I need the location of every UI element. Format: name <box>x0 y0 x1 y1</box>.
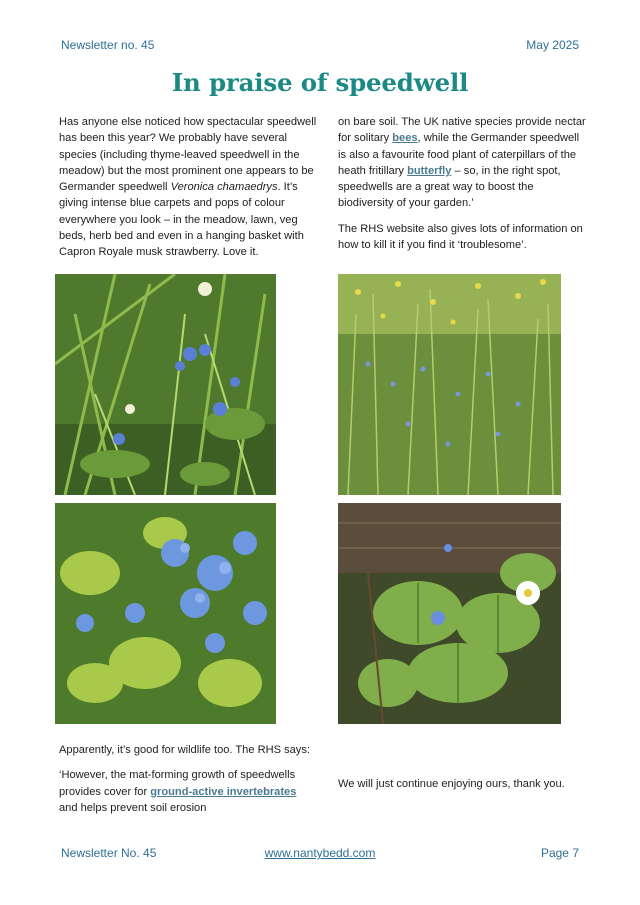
bottom-left-text <box>59 742 317 825</box>
butterfly-link[interactable]: butterfly <box>407 164 452 177</box>
rhs-paragraph: The RHS website also gives lots of information on how to kill it if you find it ‘troublesome’. <box>338 222 583 252</box>
rhs-quote: ‘However, the mat-forming growth of speedwells provides cover for ground-active invertebrates and helps prevent soil erosion <box>59 769 297 814</box>
article-title: In praise of speedwell <box>171 68 469 97</box>
species-name: Veronica chamaedrys <box>170 181 278 194</box>
closing-remark: We will just continue enjoying ours, thank you. <box>338 778 565 790</box>
ground-active-invertebrates-link[interactable]: ground-active invertebrates <box>150 785 297 798</box>
footer-page-number: Page 7 <box>540 846 579 860</box>
website-link[interactable]: www.nantybedd.com <box>264 846 376 860</box>
bottom-right-text <box>338 776 588 801</box>
article-column-right <box>338 114 588 262</box>
photo-hanging-basket <box>338 503 561 724</box>
wildlife-paragraph: on bare soil. The UK native species provide nectar for solitary bees, while the Germander speedwell is also a favourite food plant of caterpillars of the heath fritillary butterfly – so, in the right spot, speedwells are a great way to boost the biodiversity of your garden.’ <box>338 116 586 210</box>
article-column-left <box>59 114 317 270</box>
wildlife-intro: Apparently, it’s good for wildlife too. The RHS says: <box>59 744 310 756</box>
header-newsletter-number: Newsletter no. 45 <box>61 38 155 52</box>
photo-speedwell-closeup <box>55 274 276 495</box>
footer-newsletter-number: Newsletter No. 45 <box>61 846 157 860</box>
photo-speedwell-carpet <box>55 503 276 724</box>
intro-paragraph: Has anyone else noticed how spectacular speedwell has been this year? We probably have several species (including thyme-leaved speedwell in the meadow) but the most prominent one appears to be Germander speedwell Veronica chamaedrys. It’s giving intense blue carpets and pops of colour everywhere you look – in the meadow, lawn, veg beds, herb bed and even in a hanging basket with Capron Royale musk strawberry. Love it. <box>59 116 317 259</box>
photo-meadow <box>338 274 561 495</box>
header-date: May 2025 <box>526 38 579 52</box>
bees-link[interactable]: bees <box>392 132 418 145</box>
